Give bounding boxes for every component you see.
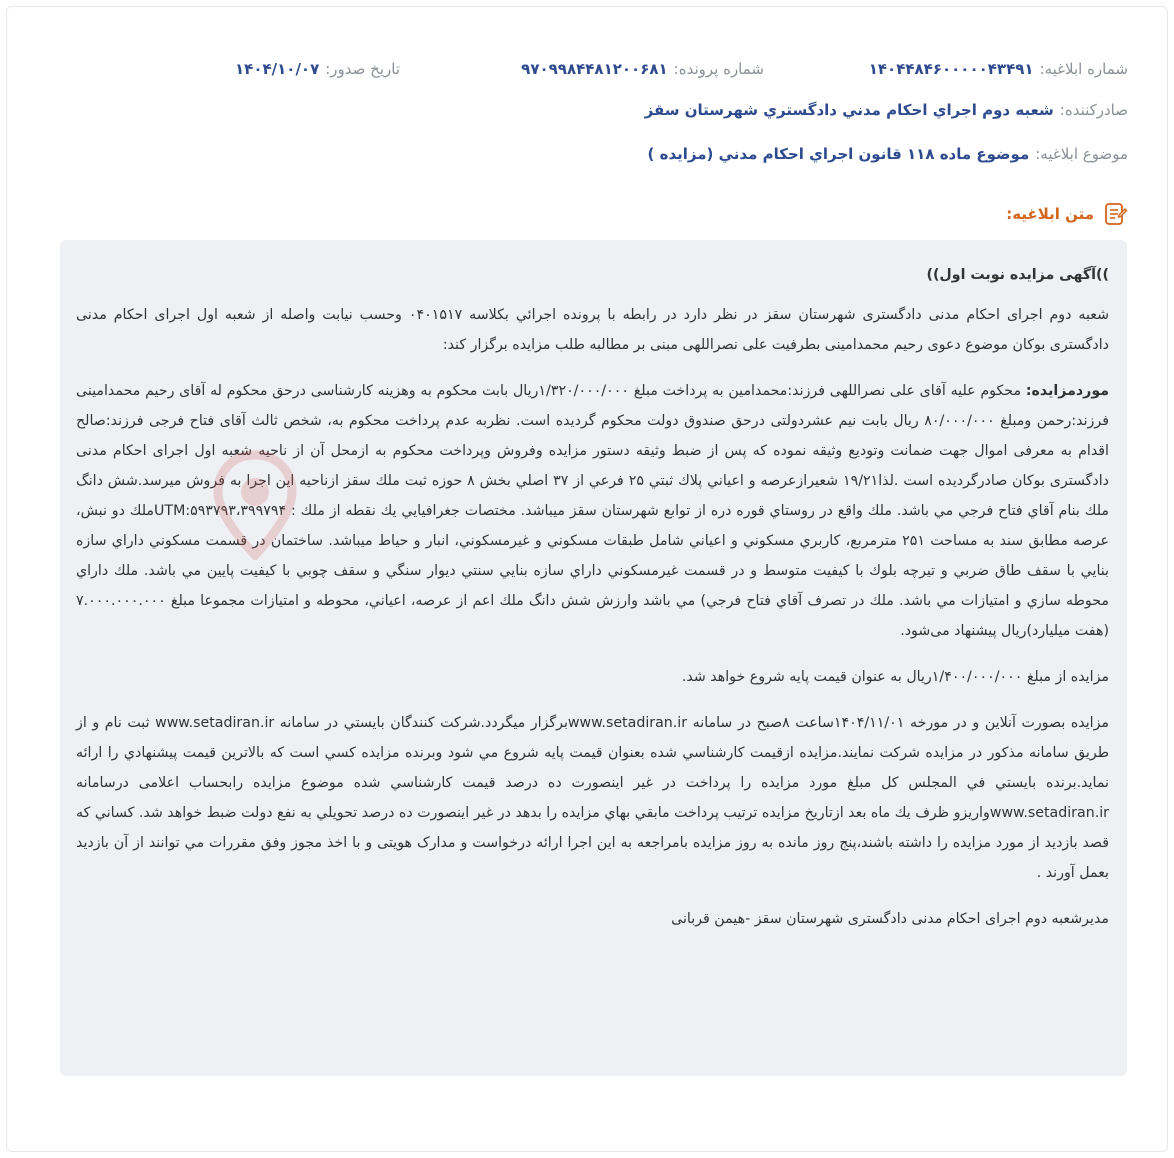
subject-lead: موردمزایده: xyxy=(1025,383,1109,399)
issuer-label: صادرکننده: xyxy=(1059,101,1128,119)
paragraph-signature: مديرشعبه دوم اجرای احکام مدنی دادگستری شهرستان سقز -هيمن قربانی xyxy=(671,911,1109,927)
case-number-value: ۹۷۰۹۹۸۴۴۸۱۲۰۰۶۸۱ xyxy=(521,60,668,78)
notice-number xyxy=(869,58,1128,80)
issuer-value: شعبه دوم اجراي احکام مدني دادگستري شهرستان سقز xyxy=(644,101,1054,119)
case-number xyxy=(521,58,764,80)
section-title-label: متن ابلاغیه: xyxy=(1006,205,1094,223)
section-title xyxy=(1006,200,1128,228)
document-icon xyxy=(1102,201,1128,227)
subject-label: موضوع ابلاغيه: xyxy=(1035,145,1128,163)
paragraph-subject xyxy=(76,376,1109,646)
subject-line xyxy=(648,142,1128,166)
case-number-label: شماره پرونده: xyxy=(673,60,764,78)
notice-number-value: ۱۴۰۴۴۸۴۶۰۰۰۰۰۴۳۴۹۱ xyxy=(868,60,1034,78)
subject-text: محکوم علیه آقای علی نصراللهی فرزند:محمدامین به پرداخت مبلغ ۱/۳۲۰/۰۰۰/۰۰۰ریال بابت محکوم به وهزینه کارشناسی درحق محکوم له آقای رحیم محمدامینی فرزند:رحمن ومبلغ ۸۰/۰۰۰/۰۰۰ ریال بابت نیم عشردولتی درحق صندوق دولت محکوم گردیده است. نظربه عدم پرداخت محکوم به، شخص ثالث آقای فتاح فرجی فرزند:صالح اقدام به معرفی اموال جهت ضمانت وتودیع وثیقه نموده که پس از ضبط وثیقه دستور مزایده وفروش وپرداخت محکوم به ازمحل آن از ناحیه شعبه اول اجرای احکام مدنی دادگستری بوکان صادرگردیده است .لذا۱۹/۲۱ شعيرازعرصه و اعياني پلاك ثبتي ۲۵ فرعي از ۳۷ اصلي بخش ۸ حوزه ثبت ملك سقز ازناحیه این اجرا به فروش میرسد.شش دانگ ملك بنام آقاي فتاح فرجي مي باشد. ملك واقع در روستاي قوره دره از توابع شهرستان سقز ميباشد. مختصات جغرافيايي يك نقطه از ملك : UTM:۵۹۳۷۹۳،۳۹۹۷۹۴ملك دو نبش، عرصه مطابق سند به مساحت ۲۵۱ مترمربع، كاربري مسكوني و اعياني شامل طبقات مسكوني و غيرمسكوني، انبار و حياط ميباشد. ساختمان در قسمت مسكوني داراي سازه بنايي با سقف طاق ضربي و تيرچه بلوك با كيفيت متوسط و در قسمت غيرمسكوني داراي سازه بنايي سنتي ديوار سنگي و سقف چوبي با كيفيت پايين مي باشد. ملك داراي محوطه سازي و امتيازات مي باشد. ملك در تصرف آقاي فتاح فرجي) مي باشد وارزش شش دانگ ملك اعم از عرصه، اعياني، محوطه و امتيازات مجموعا مبلغ ۷.۰۰۰.۰۰۰.۰۰۰ (هفت ميليارد)ريال پيشنهاد می‌شود. xyxy=(76,383,1109,639)
issue-date-label: تاريخ صدور: xyxy=(325,60,400,78)
subject-value: موضوع ماده ۱۱۸ قانون اجراي احکام مدني (مزايده ) xyxy=(647,145,1030,163)
meta-row xyxy=(60,58,1128,80)
issuer-line xyxy=(645,98,1128,122)
notice-number-label: شماره ابلاغيه: xyxy=(1039,60,1128,78)
notice-content xyxy=(60,240,1127,1076)
issue-date xyxy=(235,58,400,80)
paragraph-base-price: مزایده از مبلغ ۱/۴۰۰/۰۰۰/۰۰۰ریال به عنوان قیمت پایه شروع خواهد شد. xyxy=(681,669,1109,685)
paragraph-conditions: مزايده بصورت آنلاين و در مورخه ۱۴۰۴/۱۱/۰۱ساعت ۸صبح در سامانه www.setadiran.irبرگزار ميگردد.شرکت کنندگان بايستي در سامانه www.setadiran.ir ثبت نام و از طريق سامانه مذکور در مزايده شرکت نمايند.مزايده ازقيمت کارشناسي شده بعنوان قيمت پايه شروع مي شود وبرنده مزايده کسي است که بالاترين قيمت پيشنهادي را ارائه نمايد.برنده بايستي في المجلس کل مبلغ مورد مزايده را پرداخت در غير اينصورت ده درصد قيمت کارشناسي شده موضوع مزايده رابحساب اعلامی درسامانه www.setadiran.irواريزو ظرف يك ماه بعد ازتاريخ مزايده ترتيب پرداخت مابقي بهاي مزايده را بدهد در غير اينصورت ده درصد تحويلي به نفع دولت ضبط خواهد شد. کساني که قصد بازديد از مورد مزايده را داشته باشند،پنج روز مانده به روز مزايده بامراجعه به اين اجرا ارائه درخواست و مدارک هويتی و با اخذ مجوز وفق مقررات مي توانند از آن بازديد بعمل آورند . xyxy=(76,715,1110,881)
paragraph-intro: شعبه دوم اجرای احکام مدنی دادگستری شهرستان سقز در نظر دارد در رابطه با پرونده اجرائي بکلاسه ۰۴۰۱۵۱۷ وحسب نيابت واصله از شعبه اول اجرای احکام مدنی دادگستری بوکان موضوع دعوی رحیم محمدامینی بطرفیت علی نصراللهی مبنی بر مطالبه طلب مزایده برگزار کند: xyxy=(76,307,1109,353)
issue-date-value: ۱۴۰۴/۱۰/۰۷ xyxy=(235,60,320,78)
notice-headline: ))آگهی مزایده نوبت اول)) xyxy=(926,267,1109,283)
